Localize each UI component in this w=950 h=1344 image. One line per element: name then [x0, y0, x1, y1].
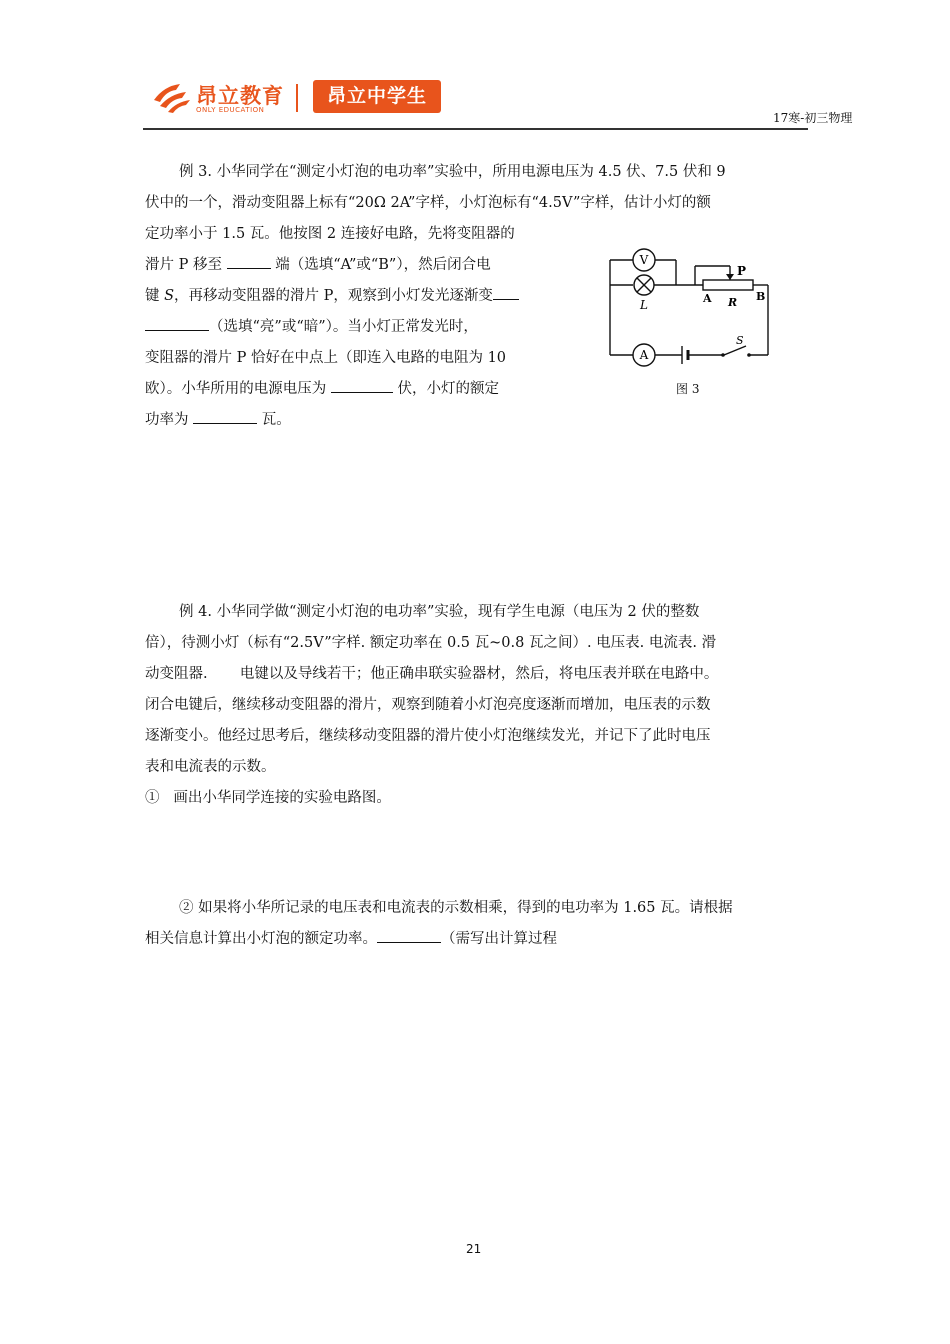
question-2: [145, 893, 733, 955]
end-a-label: A: [703, 292, 712, 305]
example3-line: 例 3. 小华同学在“测定小灯泡的电功率”实验中，所用电源电压为 4.5 伏、7.5 伏和 9: [179, 164, 726, 180]
switch-label: S: [736, 334, 744, 347]
resistor-label: R: [728, 296, 738, 309]
example4-line: 动变阻器. 电键以及导线若干；他正确串联实验器材，然后，将电压表并联在电路中。: [145, 666, 719, 682]
answer-blank: [493, 285, 519, 300]
figure-caption: 图 3: [676, 382, 700, 396]
answer-blank: [227, 254, 271, 269]
answer-blank: [145, 316, 209, 331]
answer-blank: [377, 928, 441, 943]
page-number: 21: [466, 1242, 482, 1256]
logo-mark-icon: [150, 78, 196, 114]
example3-line: 定功率小于 1.5 瓦。他按图 2 连接好电路，先将变阻器的: [145, 226, 515, 242]
ammeter-label: A: [639, 348, 649, 362]
example3-line: 键 S，再移动变阻器的滑片 P，观察到小灯发光逐渐变: [145, 281, 726, 312]
example3-line: 欧）。小华所用的电源电压为 伏，小灯的额定: [145, 374, 726, 405]
example4-line: 闭合电键后，继续移动变阻器的滑片，观察到随着小灯泡亮度逐渐而增加，电压表的示数: [145, 697, 711, 713]
voltmeter-label: V: [639, 253, 649, 267]
example3-line: 伏中的一个，滑动变阻器上标有“20Ω 2A”字样，小灯泡标有“4.5V”字样，估计小灯的额: [145, 195, 711, 211]
example3-line: 滑片 P 移至 端（选填“A”或“B”），然后闭合电: [145, 250, 726, 281]
header-rule: [143, 128, 808, 130]
brand-badge: 昂立中学生: [313, 80, 441, 113]
lamp-label: L: [640, 298, 648, 312]
logo-divider: [296, 84, 298, 112]
course-label: 17寒-初三物理: [773, 111, 853, 125]
example3-line: （选填“亮”或“暗”）。当小灯正常发光时，: [145, 312, 726, 343]
question-1: ① 画出小华同学连接的实验电路图。: [145, 790, 391, 806]
answer-blank: [193, 409, 257, 424]
example4-line: 倍），待测小灯（标有“2.5V”字样. 额定功率在 0.5 瓦~0.8 瓦之间）. 电压表. 电流表. 滑: [145, 635, 717, 651]
circuit-diagram: [600, 238, 780, 373]
example3-line: 功率为 瓦。: [145, 405, 726, 436]
example4-line: 例 4. 小华同学做“测定小灯泡的电功率”实验，现有学生电源（电压为 2 伏的整数: [179, 604, 700, 620]
question-2-line: ② 如果将小华所记录的电压表和电流表的示数相乘，得到的电功率为 1.65 瓦。请根据: [179, 900, 733, 916]
end-b-label: B: [756, 290, 766, 303]
brand-name: 昂立教育: [196, 84, 284, 108]
answer-blank: [331, 378, 393, 393]
example4-line: 逐渐变小。他经过思考后，继续移动变阻器的滑片使小灯泡继续发光，并记下了此时电压: [145, 728, 711, 744]
example3-line: 变阻器的滑片 P 恰好在中点上（即连入电路的电阻为 10: [145, 350, 507, 366]
slider-label: P: [737, 264, 747, 278]
question-2-line: 相关信息计算出小灯泡的额定功率。 （需写出计算过程: [145, 924, 733, 955]
brand-name-en: ONLY EDUCATION: [196, 106, 265, 114]
example4-text: [145, 597, 718, 814]
example4-line: 表和电流表的示数。: [145, 759, 276, 775]
